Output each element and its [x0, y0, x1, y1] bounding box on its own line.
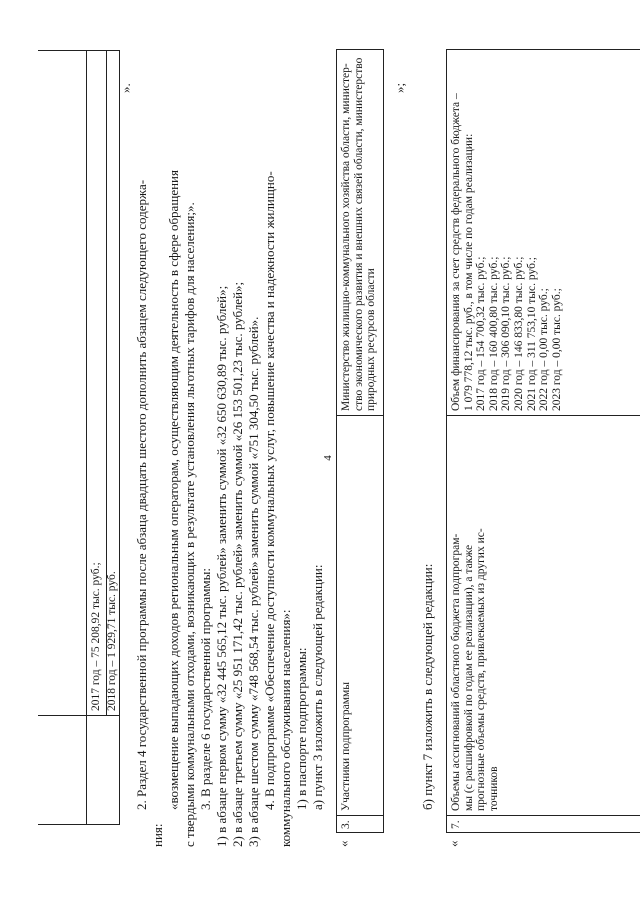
paragraph: с твердыми коммунальными отходами, возникающих в результате установления льготных тарифов для населения;». [182, 202, 197, 847]
paragraph: 1) в паспорте подпрограммы: [294, 647, 309, 810]
opening-quote: « [446, 840, 461, 847]
closing-quote: »; [392, 82, 407, 93]
participants-value: Министерство жилищно-коммунального хозяйства области, министер- ство экономического развития и внешних связей области, министерство природных ресурсов области [340, 57, 378, 411]
paragraph: 1) в абзаце первом сумму «32 445 565,12 тыс. рублей» заменить суммой «32 650 630,89 тыс. рублей»; [214, 285, 229, 847]
row-number: 7. [450, 820, 462, 829]
table-row: 2017 год – 75 208,92 тыс. руб.; [90, 562, 102, 711]
paragraph: б) пункт 7 изложить в следующей редакции: [420, 563, 435, 810]
page-number: 4 [322, 455, 334, 461]
funding-table [446, 49, 640, 833]
paragraph: ния: [150, 823, 165, 847]
participants-table [336, 49, 384, 833]
paragraph: 3) в абзаце шестом сумму «748 568,54 тыс. рублей» заменить суммой «751 304,50 тыс. рублей». [246, 316, 261, 847]
paragraph: 3. В разделе 6 государственной программы: [198, 568, 213, 810]
previous-table-fragment [38, 50, 120, 825]
closing-quote: ». [118, 83, 133, 93]
opening-quote: « [336, 840, 351, 847]
paragraph: 2) в абзаце третьем сумму «25 951 171,42 тыс. рублей» заменить суммой «26 153 501,23 тыс. рублей»; [230, 281, 245, 847]
table-row: 2018 год – 1 929,71 тыс. руб. [106, 571, 118, 711]
funding-value: Объем финансирования за счет средств федерального бюджета – 1 079 778,12 тыс. руб., в том числе по годам реализации: 2017 год – 154 700,32 тыс. руб.; 2018 год – 160 400,80 тыс. руб.; 2019 год – 306 090,10 тыс. руб.; 2020 год – 146 833,80 тыс. руб.; 2021 год – 311 753,10 тыс. руб.; 2022 год – 0,00 тыс. руб.; 2023 год – 0,00 тыс. руб.; [450, 93, 563, 411]
paragraph: коммунального обслуживания населения»: [278, 609, 293, 847]
paragraph: а) пункт 3 изложить в следующей редакции: [310, 564, 325, 810]
funding-label: Объемы ассигнований областного бюджета подпрограм- мы (с расшифровкой по годам ее реализации), а также прогнозные объемы средств, привлекаемых из других ис- точников [450, 528, 500, 811]
row-number: 3. [340, 820, 352, 829]
paragraph: 4. В подпрограмме «Обеспечение доступности коммунальных услуг, повышение качества и надежности жилищно- [262, 171, 277, 810]
participants-label: Участники подпрограммы [340, 681, 352, 811]
paragraph: 2. Раздел 4 государственной программы после абзаца двадцать шестого дополнить абзацем следующего содержа- [134, 179, 149, 810]
paragraph: «возмещение выпадающих доходов региональным операторам, осуществляющим деятельность в сфере обращения [166, 170, 181, 810]
